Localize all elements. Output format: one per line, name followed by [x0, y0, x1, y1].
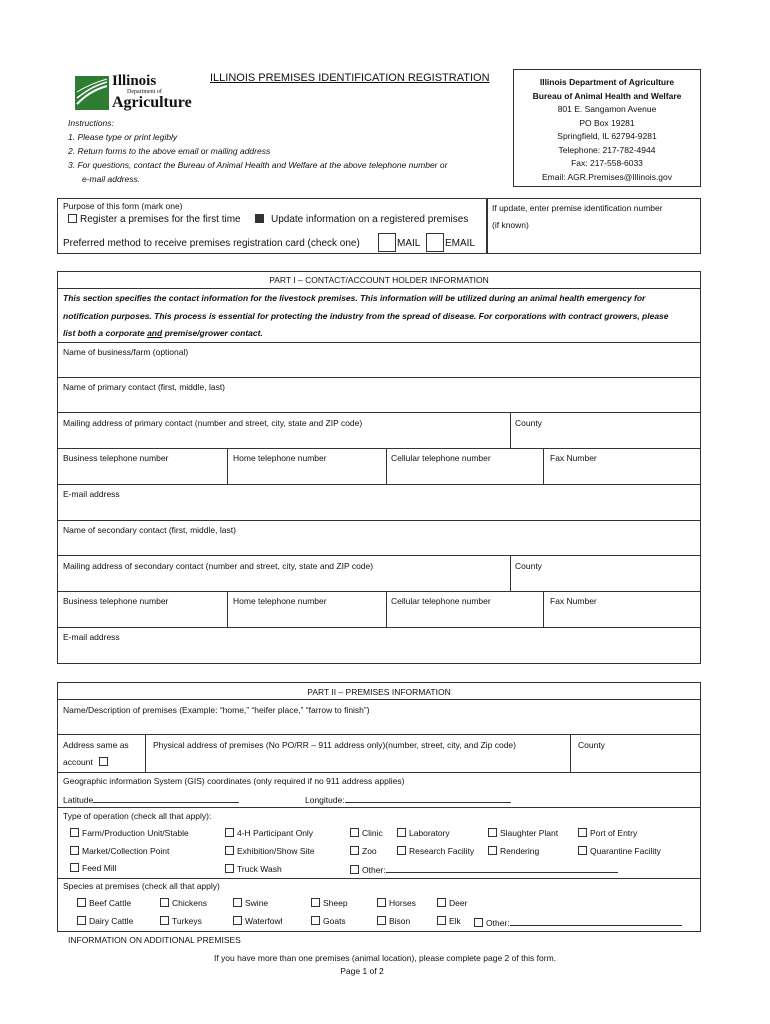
account-label — [63, 757, 111, 768]
sp-sheep[interactable] — [311, 898, 348, 909]
op-research-label: Research Facility — [409, 846, 475, 856]
sp-goats-checkbox[interactable] — [311, 916, 320, 925]
op-research-checkbox[interactable] — [397, 846, 406, 855]
op-port[interactable] — [578, 828, 637, 839]
sp-dairy-label: Dairy Cattle — [89, 916, 134, 926]
op-zoo-label: Zoo — [362, 846, 377, 856]
primary-fax-label: Fax Number — [550, 453, 597, 463]
op-exhibition-label: Exhibition/Show Site — [237, 846, 315, 856]
op-rendering-label: Rendering — [500, 846, 540, 856]
sp-other-checkbox[interactable] — [474, 918, 483, 927]
primary-contact-field[interactable] — [58, 378, 700, 411]
premises-name-label: Name/Description of premises (Example: “home,” “heifer place,” “farrow to finish”) — [63, 705, 370, 715]
intro-line3-and: and — [147, 328, 163, 338]
update-id-sub: (if known) — [492, 220, 529, 230]
op-other[interactable] — [350, 863, 618, 876]
op-4h-label: 4-H Participant Only — [237, 828, 314, 838]
account-text: account — [63, 757, 93, 767]
purpose-label: Purpose of this form (mark one) — [63, 201, 183, 211]
sp-beef-label: Beef Cattle — [89, 898, 132, 908]
secondary-cell-phone-label: Cellular telephone number — [391, 596, 491, 606]
sp-deer[interactable] — [437, 898, 467, 909]
secondary-contact-label: Name of secondary contact (first, middle, last) — [63, 525, 236, 535]
dept-email: Email: AGR.Premises@Illinois.gov — [541, 171, 673, 182]
part1-header: PART I – CONTACT/ACCOUNT HOLDER INFORMATION — [269, 275, 489, 285]
op-other-checkbox[interactable] — [350, 865, 359, 874]
illinois-logo-emblem — [75, 76, 109, 110]
op-market[interactable] — [70, 846, 169, 857]
sp-bison[interactable] — [377, 916, 410, 927]
instruction-3-cont: e-mail address. — [82, 174, 141, 184]
secondary-email-label: E-mail address — [63, 632, 120, 642]
op-farm-label: Farm/Production Unit/Stable — [82, 828, 189, 838]
secondary-biz-phone-label: Business telephone number — [63, 596, 169, 606]
mail-label: MAIL — [397, 238, 421, 249]
sp-swine[interactable] — [233, 898, 268, 909]
op-lab-label: Laboratory — [409, 828, 450, 838]
business-name-field[interactable] — [58, 343, 700, 376]
op-market-label: Market/Collection Point — [82, 846, 170, 856]
longitude-label: Longitude: — [305, 795, 345, 805]
sp-bison-checkbox[interactable] — [377, 916, 386, 925]
op-quarantine[interactable] — [578, 846, 661, 857]
logo-line3: Agriculture — [112, 94, 192, 111]
sp-chickens-checkbox[interactable] — [160, 898, 169, 907]
sp-turkeys-label: Turkeys — [172, 916, 202, 926]
department-contact-box — [513, 69, 701, 187]
op-zoo[interactable] — [350, 846, 377, 857]
register-label: Register a premises for the first time — [80, 214, 241, 225]
op-port-label: Port of Entry — [590, 828, 638, 838]
sp-sheep-checkbox[interactable] — [311, 898, 320, 907]
op-rendering-checkbox[interactable] — [488, 846, 497, 855]
dept-city: Springfield, IL 62794-9281 — [557, 131, 657, 141]
preferred-method-label: Preferred method to receive premises registration card (check one) — [63, 238, 360, 249]
email-label: EMAIL — [445, 238, 476, 249]
form-title: ILLINOIS PREMISES IDENTIFICATION REGISTRATION — [210, 72, 490, 84]
sp-dairy[interactable] — [77, 916, 133, 927]
op-farm-checkbox[interactable] — [70, 828, 79, 837]
latitude-row — [63, 793, 239, 806]
sp-chickens[interactable] — [160, 898, 207, 909]
op-slaughter[interactable] — [488, 828, 558, 839]
op-rendering[interactable] — [488, 846, 539, 857]
sp-swine-label: Swine — [245, 898, 269, 908]
dept-fax: Fax: 217-558-6033 — [571, 158, 643, 168]
part2-header: PART II – PREMISES INFORMATION — [307, 687, 451, 697]
sp-turkeys[interactable] — [160, 916, 202, 927]
mail-checkbox[interactable] — [378, 233, 396, 252]
primary-county-label: County — [515, 418, 542, 428]
op-port-checkbox[interactable] — [578, 828, 587, 837]
footer-note: If you have more than one premises (animal location), please complete page 2 of this form. — [213, 953, 557, 963]
op-clinic[interactable] — [350, 828, 383, 839]
op-4h-checkbox[interactable] — [225, 828, 234, 837]
latitude-field[interactable] — [93, 793, 239, 803]
business-name-label: Name of business/farm (optional) — [63, 347, 189, 357]
sp-beef-checkbox[interactable] — [77, 898, 86, 907]
sp-goats[interactable] — [311, 916, 346, 927]
update-checkbox[interactable] — [255, 214, 264, 223]
mailing-primary-label: Mailing address of primary contact (number and street, city, state and ZIP code) — [63, 418, 363, 428]
sp-elk[interactable] — [437, 916, 461, 927]
op-4h[interactable] — [225, 828, 313, 839]
email-checkbox[interactable] — [426, 233, 444, 252]
update-id-label: If update, enter premise identification number — [492, 203, 663, 213]
primary-contact-label: Name of primary contact (first, middle, last) — [63, 382, 226, 392]
gis-label: Geographic information System (GIS) coordinates (only required if no 911 address applies) — [63, 776, 405, 786]
sp-horses-checkbox[interactable] — [377, 898, 386, 907]
instructions — [68, 118, 447, 185]
purpose-register-option[interactable] — [68, 214, 241, 225]
dept-street: 801 E. Sangamon Avenue — [557, 104, 657, 114]
latitude-label: Latitude — [63, 795, 94, 805]
op-lab-checkbox[interactable] — [397, 828, 406, 837]
op-market-checkbox[interactable] — [70, 846, 79, 855]
sp-horses-label: Horses — [389, 898, 416, 908]
secondary-county-label: County — [515, 561, 542, 571]
intro-line3-c: premise/grower contact. — [162, 328, 263, 338]
logo — [75, 74, 200, 114]
op-other-label: Other: — [362, 865, 386, 875]
sp-goats-label: Goats — [323, 916, 346, 926]
instructions-heading: Instructions: — [68, 118, 114, 128]
sp-horses[interactable] — [377, 898, 416, 909]
op-clinic-checkbox[interactable] — [350, 828, 359, 837]
part1-intro-line2: notification purposes. This process is essential for protecting the industry from the spread of disease. For corporations with contract growers, please — [63, 311, 669, 321]
op-zoo-checkbox[interactable] — [350, 846, 359, 855]
sp-bison-label: Bison — [389, 916, 411, 926]
sp-swine-checkbox[interactable] — [233, 898, 242, 907]
sp-elk-checkbox[interactable] — [437, 916, 446, 925]
sp-waterfowl-checkbox[interactable] — [233, 916, 242, 925]
op-feedmill-checkbox[interactable] — [70, 863, 79, 872]
op-quarantine-checkbox[interactable] — [578, 846, 587, 855]
primary-cell-phone-label: Cellular telephone number — [391, 453, 491, 463]
type-operation-label: Type of operation (check all that apply): — [63, 811, 212, 821]
dept-pobox: PO Box 19281 — [579, 117, 635, 128]
secondary-home-phone-label: Home telephone number — [233, 596, 327, 606]
op-truckwash-label: Truck Wash — [237, 864, 282, 874]
op-exhibition-checkbox[interactable] — [225, 846, 234, 855]
op-quarantine-label: Quarantine Facility — [590, 846, 661, 856]
sp-other-label: Other: — [486, 918, 510, 928]
instruction-2: 2. Return forms to the above email or mailing address — [68, 146, 271, 156]
purpose-update-option[interactable] — [255, 214, 468, 225]
sp-waterfowl[interactable] — [233, 916, 282, 927]
part1-intro-line3 — [63, 328, 263, 339]
primary-email-label: E-mail address — [63, 489, 120, 499]
op-clinic-label: Clinic — [362, 828, 383, 838]
op-feedmill-label: Feed Mill — [82, 863, 117, 873]
op-slaughter-label: Slaughter Plant — [500, 828, 559, 838]
op-truckwash-checkbox[interactable] — [225, 864, 234, 873]
sp-deer-label: Deer — [449, 898, 468, 908]
sp-other[interactable] — [474, 916, 682, 929]
sp-turkeys-checkbox[interactable] — [160, 916, 169, 925]
instruction-1: 1. Please type or print legibly — [68, 132, 178, 142]
part1-intro-line1: This section specifies the contact information for the livestock premises. This information will be utilized during an animal health emergency for — [63, 293, 646, 303]
sp-chickens-label: Chickens — [172, 898, 207, 908]
dept-phone: Telephone: 217-782-4944 — [558, 144, 656, 155]
op-research[interactable] — [397, 846, 474, 857]
sp-other-field[interactable] — [510, 916, 682, 926]
mailing-secondary-label: Mailing address of secondary contact (number and street, city, state and ZIP code) — [63, 561, 374, 571]
longitude-field[interactable] — [345, 793, 511, 803]
intro-line3-a: list both a corporate — [63, 328, 148, 338]
op-truckwash[interactable] — [225, 864, 282, 875]
sp-sheep-label: Sheep — [323, 898, 348, 908]
physical-address-label: Physical address of premises (No PO/RR – 911 address only)(number, street, city, and Zip code) — [153, 740, 516, 750]
address-same-checkbox[interactable] — [99, 757, 108, 766]
op-feedmill[interactable] — [70, 863, 116, 874]
dept-bureau: Bureau of Animal Health and Welfare — [532, 90, 682, 101]
longitude-row — [305, 793, 511, 806]
sp-waterfowl-label: Waterfowl — [245, 916, 283, 926]
op-other-field[interactable] — [386, 863, 618, 873]
primary-biz-phone-label: Business telephone number — [63, 453, 169, 463]
primary-home-phone-label: Home telephone number — [233, 453, 327, 463]
sp-beef[interactable] — [77, 898, 131, 909]
op-farm[interactable] — [70, 828, 189, 839]
dept-name: Illinois Department of Agriculture — [539, 77, 675, 87]
secondary-fax-label: Fax Number — [550, 596, 597, 606]
species-label: Species at premises (check all that apply) — [63, 881, 220, 891]
register-checkbox[interactable] — [68, 214, 77, 223]
instruction-3: 3. For questions, contact the Bureau of Animal Health and Welfare at the above telephone number or — [68, 160, 448, 170]
update-label: Update information on a registered premises — [271, 214, 469, 225]
additional-premises-heading: INFORMATION ON ADDITIONAL PREMISES — [68, 935, 241, 945]
sp-deer-checkbox[interactable] — [437, 898, 446, 907]
op-exhibition[interactable] — [225, 846, 315, 857]
page-number: Page 1 of 2 — [340, 966, 384, 976]
address-same-label: Address same as — [63, 740, 129, 750]
op-lab[interactable] — [397, 828, 450, 839]
op-slaughter-checkbox[interactable] — [488, 828, 497, 837]
sp-dairy-checkbox[interactable] — [77, 916, 86, 925]
premises-county-label: County — [578, 740, 605, 750]
logo-line1: Illinois — [112, 73, 157, 89]
sp-elk-label: Elk — [449, 916, 461, 926]
logo-line2: Department of — [127, 89, 162, 95]
